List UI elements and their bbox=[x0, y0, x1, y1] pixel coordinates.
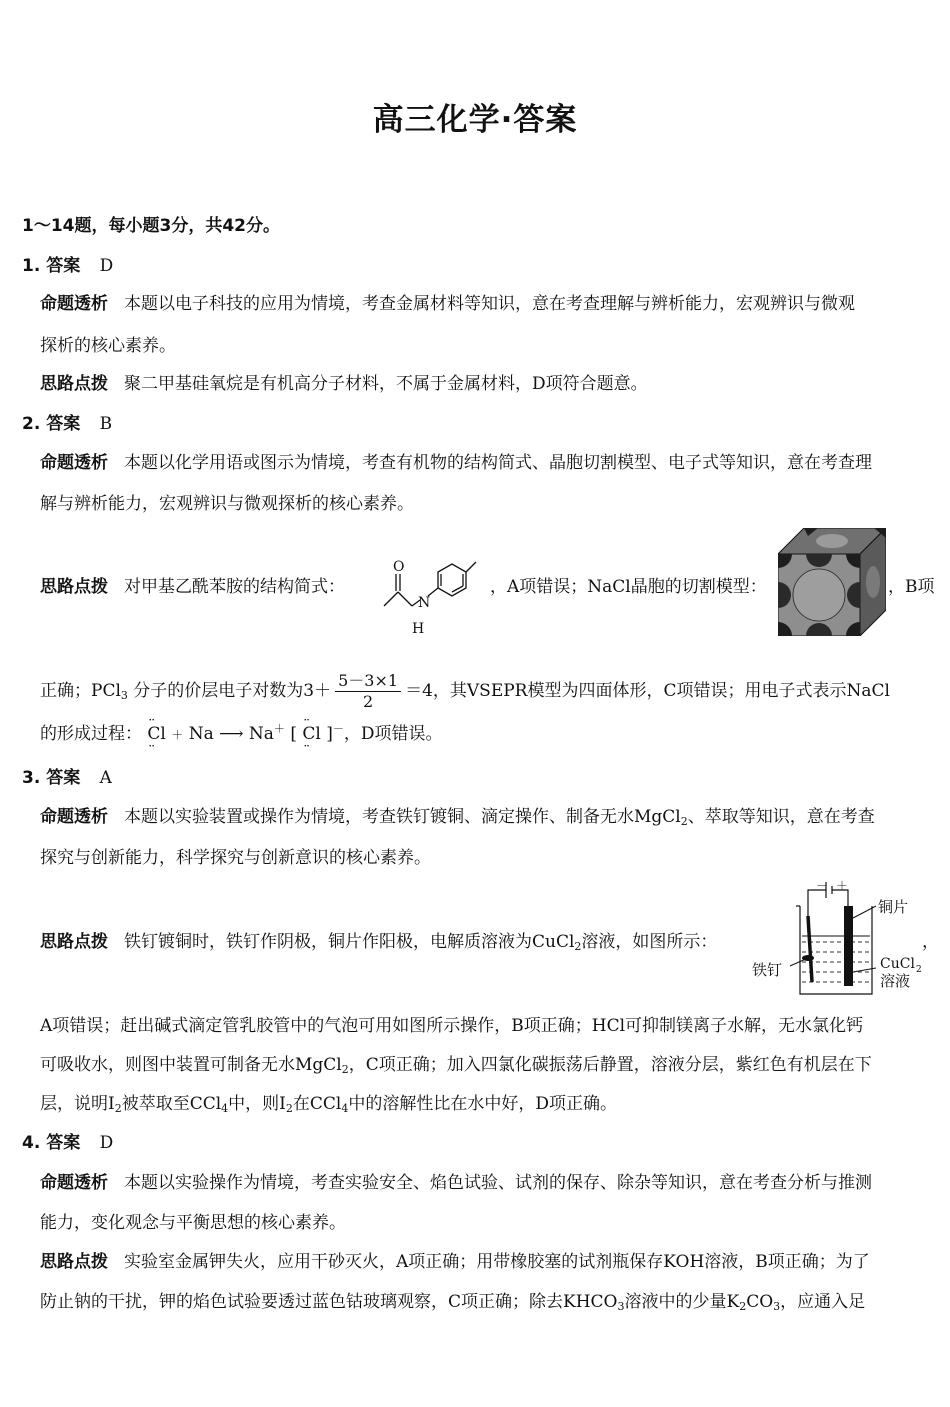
fig-minus: － bbox=[816, 879, 829, 893]
electron-formula-left-bracket: [ bbox=[290, 724, 297, 744]
q4-l2-sub2: 2 bbox=[739, 1300, 747, 1313]
q1-answer-line bbox=[22, 254, 113, 278]
page-title: 高三化学·答案 bbox=[372, 102, 578, 138]
analysis-label: 命题透析 bbox=[40, 453, 108, 473]
electron-formula-cl-charge: － bbox=[332, 722, 344, 735]
electron-formula-na-ion: Na bbox=[248, 724, 274, 744]
fig-solution-label: 溶液 bbox=[880, 972, 911, 990]
q4-hint-text: 实验室金属钾失火，应用干砂灭火，A项正确；用带橡胶塞的试剂瓶保存KOH溶液，B项正确；为了 bbox=[124, 1252, 870, 1272]
q2-hint-line3 bbox=[40, 722, 443, 747]
q3-analysis-line2: 探究与创新能力，科学探究与创新意识的核心素养。 bbox=[40, 848, 431, 868]
q1-analysis-line1 bbox=[40, 292, 855, 316]
q1-analysis-line2: 探析的核心素养。 bbox=[40, 336, 176, 356]
q3-l4-sub2: 4 bbox=[221, 1102, 229, 1115]
q3-answer-line bbox=[22, 766, 112, 790]
acetanilide-structure-figure bbox=[376, 556, 486, 638]
q3-analysis-a: 本题以实验装置或操作为情境，考查铁钉镀铜、滴定操作、制备无水MgCl bbox=[124, 807, 681, 827]
fig-cucl2-label: CuCl bbox=[880, 956, 915, 972]
fig-nail-label: 铁钉 bbox=[752, 961, 783, 979]
hint-label: 思路点拨 bbox=[40, 932, 108, 952]
q4-l2-c: CO bbox=[746, 1292, 774, 1312]
q3-hint-line4 bbox=[40, 1092, 617, 1116]
q4-head: 4. 答案 bbox=[22, 1133, 81, 1153]
q2-analysis-text: 本题以化学用语或图示为情境，考查有机物的结构简式、晶胞切割模型、电子式等知识，意在考查理 bbox=[124, 453, 872, 473]
analysis-label: 命题透析 bbox=[40, 1173, 108, 1193]
fig-cucl2-sub: 2 bbox=[916, 965, 922, 975]
q2-l3-b: ，D项错误。 bbox=[343, 724, 443, 744]
q2-l2-sub: 3 bbox=[120, 689, 128, 702]
q1-analysis-text: 本题以电子科技的应用为情境，考查金属材料等知识，意在考查理解与辨析能力，宏观辨识与微观 bbox=[124, 294, 855, 314]
q3-hint-line2: A项错误；赶出碱式滴定管乳胶管中的气泡可用如图所示操作，B项正确；HCl可抑制镁离子水解，无水氯化钙 bbox=[40, 1016, 864, 1036]
q2-l2-c: ＝4，其VSEPR模型为四面体形，C项错误；用电子式表示NaCl bbox=[405, 681, 890, 701]
q3-l4-e: 中的溶解性比在水中好，D项正确。 bbox=[348, 1094, 617, 1114]
q4-l2-sub1: 3 bbox=[617, 1300, 625, 1313]
q1-answer: D bbox=[99, 256, 114, 276]
struct-n-label: N bbox=[418, 595, 431, 611]
q3-l4-sub3: 2 bbox=[285, 1102, 293, 1115]
q3-l4-c: 中，则I bbox=[228, 1094, 286, 1114]
q2-hint-line1 bbox=[40, 575, 345, 599]
fig-plus: ＋ bbox=[836, 879, 849, 893]
electroplating-apparatus-figure bbox=[750, 876, 930, 998]
q1-hint-line bbox=[40, 372, 648, 396]
section-intro: 1～14题，每小题3分，共42分。 bbox=[22, 216, 280, 236]
q3-l4-d: 在CCl bbox=[292, 1094, 342, 1114]
q2-answer-line bbox=[22, 412, 112, 436]
q4-l2-a: 防止钠的干扰，钾的焰色试验要透过蓝色钴玻璃观察，C项正确；除去KHCO bbox=[40, 1292, 618, 1312]
q2-hint-line2 bbox=[40, 671, 890, 712]
q3-head: 3. 答案 bbox=[22, 768, 81, 788]
q3-answer: A bbox=[99, 768, 112, 788]
q3-l4-sub4: 4 bbox=[341, 1102, 349, 1115]
electron-formula-na: Na bbox=[188, 724, 214, 744]
electron-formula-cl-ion: ·· Cl ·· bbox=[302, 722, 320, 746]
q4-analysis-text: 本题以实验操作为情境，考查实验安全、焰色试验、试剂的保存、除杂等知识，意在考查分析与推测 bbox=[124, 1173, 872, 1193]
hint-label: 思路点拨 bbox=[40, 1252, 108, 1272]
q2-analysis-line2: 解与辨析能力，宏观辨识与微观探析的核心素养。 bbox=[40, 494, 414, 514]
q2-hint-a: 对甲基乙酰苯胺的结构简式： bbox=[124, 577, 345, 597]
q2-head: 2. 答案 bbox=[22, 414, 81, 434]
electron-formula-arrow: ⟶ bbox=[219, 724, 244, 744]
analysis-label: 命题透析 bbox=[40, 294, 108, 314]
q1-hint-text: 聚二甲基硅氧烷是有机高分子材料，不属于金属材料，D项符合题意。 bbox=[124, 374, 648, 394]
fraction-numerator: 5－3×1 bbox=[335, 671, 401, 692]
q3-l4-a: 层，说明I bbox=[40, 1094, 115, 1114]
hint-label: 思路点拨 bbox=[40, 577, 108, 597]
q3-l3-b: ，C项正确；加入四氯化碳振荡后静置，溶液分层，紫红色有机层在下 bbox=[348, 1055, 872, 1075]
q2-hint-b: ，A项错误；NaCl晶胞的切割模型： bbox=[490, 577, 767, 597]
q4-analysis-line2: 能力，变化观念与平衡思想的核心素养。 bbox=[40, 1213, 346, 1233]
q3-l3-a: 可吸收水，则图中装置可制备无水MgCl bbox=[40, 1055, 342, 1075]
q3-l4-sub1: 2 bbox=[114, 1102, 122, 1115]
q2-l2-b: 分子的价层电子对数为3＋ bbox=[133, 681, 332, 701]
q3-analysis-b: 、萃取等知识，意在考查 bbox=[687, 807, 875, 827]
q3-hint-comma: ， bbox=[922, 932, 939, 952]
q2-answer: B bbox=[99, 414, 113, 434]
q3-hint-sub: 2 bbox=[574, 940, 582, 953]
electron-formula-cl: ·· Cl ·· bbox=[147, 722, 165, 746]
struct-h-label: H bbox=[412, 621, 425, 637]
q2-analysis-line1 bbox=[40, 451, 872, 475]
electron-formula-plus: ＋ bbox=[171, 728, 184, 742]
analysis-label: 命题透析 bbox=[40, 807, 108, 827]
q4-l2-sub3: 3 bbox=[773, 1300, 781, 1313]
electron-formula-na-charge: ＋ bbox=[273, 722, 285, 735]
q4-l2-b: 溶液中的少量K bbox=[624, 1292, 740, 1312]
q3-l4-b: 被萃取至CCl bbox=[121, 1094, 222, 1114]
q3-l3-sub: 2 bbox=[341, 1063, 349, 1076]
q3-hint-b: 溶液，如图所示： bbox=[581, 932, 718, 952]
electron-formula-right-bracket: ] bbox=[326, 724, 333, 744]
q1-head: 1. 答案 bbox=[22, 256, 81, 276]
nacl-cell-model-figure bbox=[778, 528, 886, 636]
fig-copper-label: 铜片 bbox=[878, 898, 909, 916]
fraction-denominator: 2 bbox=[363, 692, 374, 711]
q4-answer-line bbox=[22, 1131, 113, 1155]
q4-l2-d: ，应通入足 bbox=[780, 1292, 866, 1312]
vsepr-fraction bbox=[335, 671, 401, 712]
q4-hint-line1 bbox=[40, 1250, 870, 1274]
q3-analysis-line1 bbox=[40, 805, 875, 829]
q2-l3-a: 的形成过程： bbox=[40, 724, 142, 744]
q3-hint-line3 bbox=[40, 1053, 872, 1077]
q2-l2-a: 正确；PCl bbox=[40, 681, 121, 701]
q4-hint-line2 bbox=[40, 1290, 865, 1314]
q3-analysis-sub: 2 bbox=[680, 815, 688, 828]
q3-hint-line1 bbox=[40, 930, 717, 954]
q4-answer: D bbox=[99, 1133, 114, 1153]
hint-label: 思路点拨 bbox=[40, 374, 108, 394]
struct-o-label: O bbox=[393, 559, 405, 575]
q4-analysis-line1 bbox=[40, 1171, 872, 1195]
q2-hint-c: ，B项 bbox=[888, 577, 935, 597]
q3-hint-a: 铁钉镀铜时，铁钉作阴极，铜片作阳极，电解质溶液为CuCl bbox=[124, 932, 575, 952]
